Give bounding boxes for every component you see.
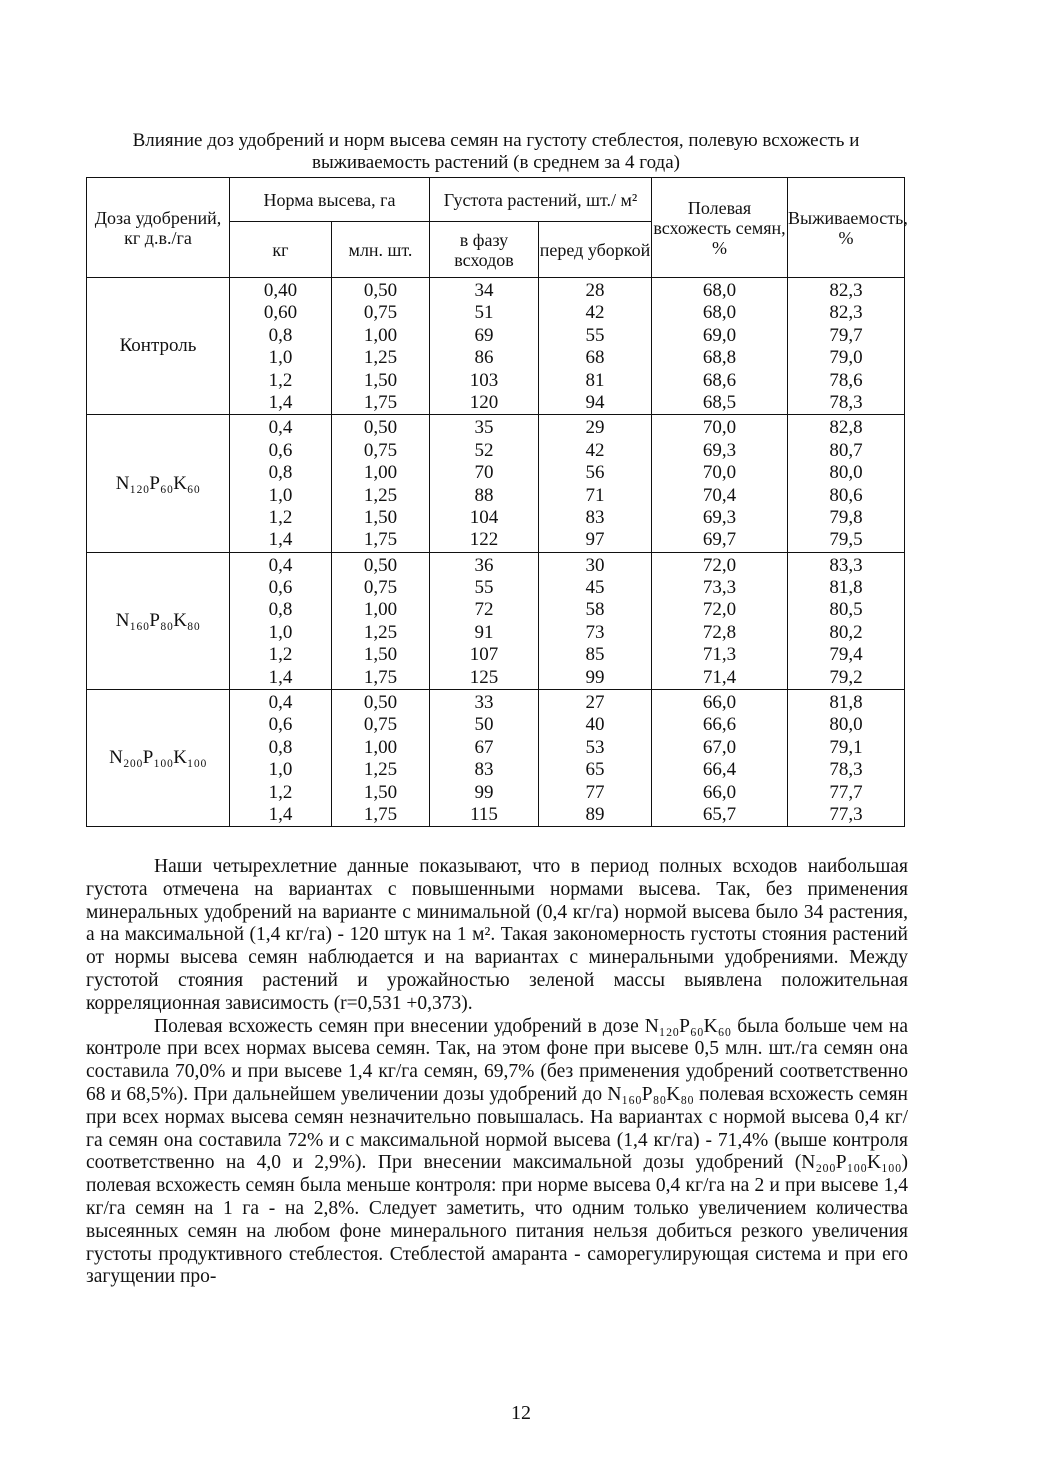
germination-value: 71,4 [702,666,737,688]
kg-value: 1,4 [268,391,293,413]
kg-cell [230,690,332,827]
kg-value: 0,6 [268,439,293,461]
kg-value: 1,0 [268,621,293,643]
germination-value: 67,0 [702,736,737,758]
mln-value: 0,50 [363,417,398,439]
harvest-value: 55 [585,324,605,346]
phase-value: 104 [469,506,499,528]
harvest-cell [539,278,652,415]
survival-value: 80,2 [829,621,863,643]
survival-value: 82,3 [829,302,863,324]
kg-value: 1,2 [268,644,293,666]
phase-value: 72 [474,599,494,621]
page-number: 12 [511,1402,531,1424]
harvest-value: 99 [585,666,605,688]
phase-value: 86 [474,347,494,369]
mln-value: 1,75 [363,391,398,413]
germination-value: 72,8 [702,621,737,643]
mln-cell [332,690,430,827]
germination-value: 66,0 [702,692,737,714]
survival-value: 83,3 [829,554,863,576]
kg-value: 1,4 [268,529,293,551]
phase-value: 122 [469,529,499,551]
mln-cell [332,278,430,415]
survival-value: 77,7 [829,781,863,803]
phase-value: 103 [469,369,499,391]
survival-value: 80,0 [829,714,863,736]
survival-cell [788,415,905,552]
germination-value: 69,3 [702,506,737,528]
mln-value: 1,25 [363,347,398,369]
kg-value: 0,4 [268,692,293,714]
mln-value: 1,00 [363,462,398,484]
survival-value: 77,3 [829,803,863,825]
table-caption: Влияние доз удобрений и норм высева семян на густоту стеблестоя, полевую всхожесть и выживаемость растений (в среднем за 4 года) [132,130,860,173]
germination-cell [652,690,788,827]
survival-value: 79,4 [829,644,863,666]
survival-cell [788,278,905,415]
dose-cell: Контроль [87,278,230,415]
harvest-value: 94 [585,391,605,413]
paragraph: Полевая всхожесть семян при внесении удобрений в дозе N₁₂₀P₆₀K₆₀ была больше чем на контроле при всех нормах высева семян. Так, на этом фоне при высеве 0,5 млн. шт./га семян она составила 70,0% и при высеве 1,4 кг/га семян, 69,7% (без применения удобрений соответственно 68 и 68,5%). При дальнейшем увеличении дозы удобрений до N₁₆₀P₈₀K₈₀ полевая всхожесть семян при всех нормах высева семян незначительно повышалась. На вариантах с нормой высева 0,4 кг/га семян она составила 72% и с максимальной нормой высева (1,4 кг/га) - 71,4% (выше контроля соответственно на 4,0 и 2,9%). При внесении максимальной дозы удобрений (N₂₀₀P₁₀₀K₁₀₀) полевая всхожесть семян была меньше контроля: при норме высева 0,4 кг/га на 2 и при высеве 1,4 кг/га семян на 1 га - на 2,8%. Следует заметить, что одним только увеличением количества высеянных семян на любом фоне минерального питания нельзя добиться резкого увеличения густоты продуктивного стеблестоя. Стеблестой амаранта - саморегулирующая система и при его загущении про- [86,1015,908,1288]
germination-value: 68,8 [702,347,737,369]
phase-cell [430,690,539,827]
kg-value: 0,8 [268,324,293,346]
body-text [86,856,908,1289]
harvest-cell [539,690,652,827]
header-kg: кг [230,222,332,278]
phase-value: 33 [474,692,494,714]
survival-value: 80,7 [829,439,863,461]
harvest-value: 58 [585,599,605,621]
germination-value: 70,0 [702,417,737,439]
germination-value: 66,4 [702,759,737,781]
data-table [86,177,908,827]
germination-value: 68,0 [702,280,737,301]
kg-value: 1,2 [268,369,293,391]
harvest-value: 89 [585,803,605,825]
phase-value: 88 [474,484,494,506]
phase-value: 52 [474,439,494,461]
mln-value: 1,25 [363,621,398,643]
germination-value: 68,0 [702,302,737,324]
germination-value: 71,3 [702,644,737,666]
dose-cell: N₂₀₀P₁₀₀K₁₀₀ [87,690,230,827]
kg-value: 0,4 [268,417,293,439]
harvest-value: 42 [585,302,605,324]
survival-value: 82,3 [829,280,863,301]
harvest-value: 56 [585,462,605,484]
header-germination: Полевая всхожесть семян, % [652,178,788,278]
mln-value: 0,50 [363,554,398,576]
harvest-value: 29 [585,417,605,439]
kg-cell [230,278,332,415]
survival-value: 81,8 [829,577,863,599]
mln-value: 1,50 [363,644,398,666]
kg-value: 1,4 [268,803,293,825]
harvest-value: 83 [585,506,605,528]
survival-value: 78,3 [829,391,863,413]
table-row [87,278,905,415]
mln-value: 0,75 [363,302,398,324]
mln-value: 0,75 [363,714,398,736]
phase-value: 35 [474,417,494,439]
harvest-value: 27 [585,692,605,714]
germination-value: 73,3 [702,577,737,599]
header-phase: в фазу всходов [430,222,539,278]
kg-cell [230,415,332,552]
header-norm: Норма высева, га [230,178,430,222]
mln-cell [332,552,430,689]
kg-value: 0,8 [268,736,293,758]
phase-value: 69 [474,324,494,346]
phase-value: 34 [474,280,494,301]
dose-cell: N₁₆₀P₈₀K₈₀ [87,552,230,689]
mln-cell [332,415,430,552]
germination-cell [652,415,788,552]
harvest-value: 30 [585,554,605,576]
mln-value: 1,00 [363,736,398,758]
kg-cell [230,552,332,689]
mln-value: 0,50 [363,692,398,714]
harvest-value: 40 [585,714,605,736]
survival-value: 79,2 [829,666,863,688]
harvest-value: 42 [585,439,605,461]
harvest-value: 65 [585,759,605,781]
kg-value: 1,4 [268,666,293,688]
germination-cell [652,278,788,415]
phase-value: 120 [469,391,499,413]
mln-value: 1,75 [363,803,398,825]
kg-value: 1,0 [268,347,293,369]
mln-value: 1,50 [363,506,398,528]
mln-value: 1,50 [363,369,398,391]
phase-value: 107 [469,644,499,666]
phase-cell [430,278,539,415]
header-density: Густота растений, шт./ м² [430,178,652,222]
phase-value: 70 [474,462,494,484]
germination-value: 68,5 [702,391,737,413]
phase-value: 83 [474,759,494,781]
kg-value: 0,60 [263,302,298,324]
germination-value: 66,0 [702,781,737,803]
header-harvest: перед уборкой [539,222,652,278]
harvest-value: 45 [585,577,605,599]
harvest-value: 53 [585,736,605,758]
phase-value: 50 [474,714,494,736]
harvest-value: 97 [585,529,605,551]
mln-value: 1,25 [363,484,398,506]
kg-value: 1,0 [268,484,293,506]
germination-value: 69,3 [702,439,737,461]
germination-value: 72,0 [702,599,737,621]
mln-value: 1,25 [363,759,398,781]
survival-cell [788,690,905,827]
survival-cell [788,552,905,689]
mln-value: 1,75 [363,529,398,551]
survival-value: 82,8 [829,417,863,439]
phase-value: 91 [474,621,494,643]
harvest-value: 77 [585,781,605,803]
phase-value: 55 [474,577,494,599]
harvest-cell [539,415,652,552]
kg-value: 1,0 [268,759,293,781]
germination-cell [652,552,788,689]
harvest-cell [539,552,652,689]
phase-value: 99 [474,781,494,803]
phase-value: 115 [470,803,498,825]
kg-value: 0,6 [268,714,293,736]
phase-value: 36 [474,554,494,576]
survival-value: 78,6 [829,369,863,391]
phase-value: 51 [474,302,494,324]
germination-value: 72,0 [702,554,737,576]
kg-value: 1,2 [268,506,293,528]
header-dose: Доза удобрений, кг д.в./га [87,178,230,278]
kg-value: 1,2 [268,781,293,803]
survival-value: 80,6 [829,484,863,506]
table-row [87,690,905,827]
harvest-value: 85 [585,644,605,666]
kg-value: 0,40 [263,280,298,301]
survival-value: 80,0 [829,462,863,484]
phase-value: 125 [469,666,499,688]
survival-value: 79,8 [829,506,863,528]
mln-value: 0,75 [363,577,398,599]
survival-value: 79,7 [829,324,863,346]
mln-value: 1,00 [363,599,398,621]
germination-value: 65,7 [702,803,737,825]
germination-value: 69,0 [702,324,737,346]
mln-value: 1,75 [363,666,398,688]
mln-value: 1,50 [363,781,398,803]
kg-value: 0,6 [268,577,293,599]
phase-cell [430,552,539,689]
survival-value: 81,8 [829,692,863,714]
mln-value: 1,00 [363,324,398,346]
survival-value: 80,5 [829,599,863,621]
header-survival: Выживаемость, % [788,178,905,278]
kg-value: 0,8 [268,462,293,484]
header-mln: млн. шт. [332,222,430,278]
phase-value: 67 [474,736,494,758]
mln-value: 0,75 [363,439,398,461]
harvest-value: 28 [585,280,605,301]
harvest-value: 73 [585,621,605,643]
germination-value: 70,0 [702,462,737,484]
harvest-value: 71 [585,484,605,506]
phase-cell [430,415,539,552]
harvest-value: 81 [585,369,605,391]
germination-value: 66,6 [702,714,737,736]
table-row [87,552,905,689]
paragraph: Наши четырехлетние данные показывают, что в период полных всходов наибольшая густота отмечена на вариантах с повышенными нормами высева. Так, без применения минеральных удобрений на варианте с минимальной (0,4 кг/га) нормой высева было 34 растения, а на максимальной (1,4 кг/га) - 120 штук на 1 м². Такая закономерность густоты стояния растений от нормы высева семян наблюдается и на вариантах с минеральными удобрениями. Между густотой стояния растений и урожайностью зеленой массы выявлена положительная корреляционная зависимость (r=0,531 +0,373). [86,856,908,1014]
table-body [87,278,905,827]
survival-value: 79,1 [829,736,863,758]
dose-cell: N₁₂₀P₆₀K₆₀ [87,415,230,552]
mln-value: 0,50 [363,280,398,301]
harvest-value: 68 [585,347,605,369]
survival-value: 79,0 [829,347,863,369]
survival-value: 78,3 [829,759,863,781]
germination-value: 69,7 [702,529,737,551]
kg-value: 0,4 [268,554,293,576]
germination-value: 68,6 [702,369,737,391]
table-row [87,415,905,552]
survival-value: 79,5 [829,529,863,551]
germination-value: 70,4 [702,484,737,506]
kg-value: 0,8 [268,599,293,621]
